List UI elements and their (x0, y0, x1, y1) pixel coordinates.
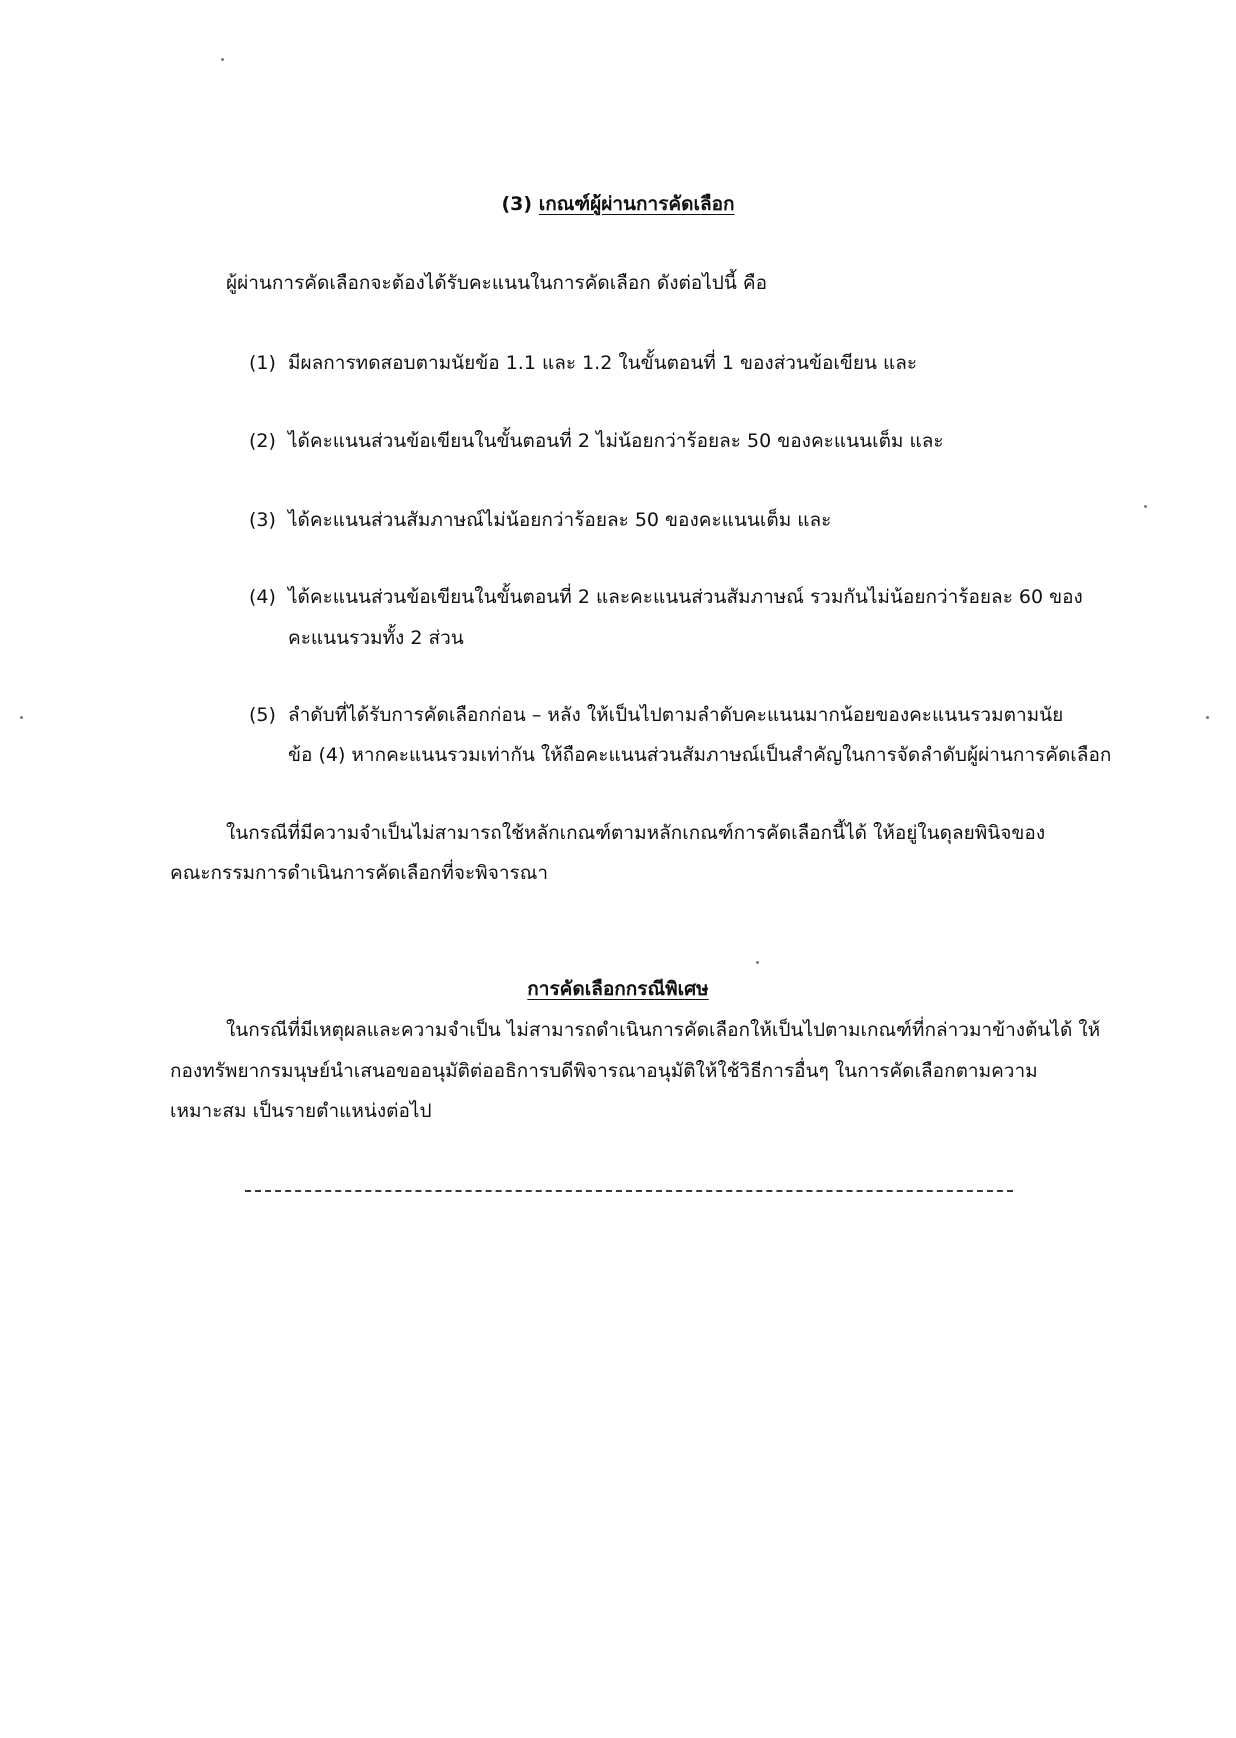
special-case-heading: การคัดเลือกกรณีพิเศษ (527, 978, 709, 1000)
criteria-item-5-text-line-1: ลำดับที่ได้รับการคัดเลือกก่อน – หลัง ให้เป็นไปตามลำดับคะแนนมากน้อยของคะแนนรวมตามนัย (288, 704, 1064, 726)
scan-speck (756, 961, 759, 964)
section-heading-title: เกณฑ์ผู้ผ่านการคัดเลือก (538, 193, 735, 215)
scan-speck (20, 716, 23, 719)
special-case-paragraph-line-3: เหมาะสม เป็นรายตำแหน่งต่อไป (170, 1100, 432, 1122)
item-number: (1) (249, 352, 276, 374)
scan-speck (1206, 716, 1209, 719)
section-heading-number: (3) (501, 193, 533, 215)
item-number: (5) (249, 704, 276, 726)
item-number: (4) (249, 586, 276, 608)
exception-paragraph-line-2: คณะกรรมการดำเนินการคัดเลือกที่จะพิจารณา (170, 862, 549, 884)
criteria-item-3-text: ได้คะแนนส่วนสัมภาษณ์ไม่น้อยกว่าร้อยละ 50 ของคะแนนเต็ม และ (288, 509, 832, 531)
item-number: (2) (249, 430, 276, 452)
dashed-separator (245, 1190, 1013, 1192)
criteria-item-4-text-line-2: คะแนนรวมทั้ง 2 ส่วน (288, 627, 464, 649)
scan-speck (221, 58, 224, 61)
criteria-item-4 (249, 584, 276, 610)
intro-text: ผู้ผ่านการคัดเลือกจะต้องได้รับคะแนนในการคัดเลือก ดังต่อไปนี้ คือ (226, 272, 767, 294)
criteria-item-3 (249, 507, 276, 533)
criteria-item-5-text-line-2: ข้อ (4) หากคะแนนรวมเท่ากัน ให้ถือคะแนนส่วนสัมภาษณ์เป็นสำคัญในการจัดลำดับผู้ผ่านการคัดเลือก (288, 744, 1112, 766)
scan-speck (1144, 505, 1147, 508)
criteria-item-5 (249, 702, 276, 728)
section-heading (0, 191, 1236, 217)
criteria-item-2 (249, 428, 276, 454)
special-case-paragraph-line-2: กองทรัพยากรมนุษย์นำเสนอขออนุมัติต่ออธิการบดีพิจารณาอนุมัติให้ใช้วิธีการอื่นๆ ในการคัดเลือกตามความ (170, 1060, 1038, 1082)
criteria-item-1 (249, 350, 276, 376)
exception-paragraph-line-1: ในกรณีที่มีความจำเป็นไม่สามารถใช้หลักเกณฑ์ตามหลักเกณฑ์การคัดเลือกนี้ได้ ให้อยู่ในดุลยพินิจของ (226, 822, 1046, 844)
special-case-paragraph-line-1: ในกรณีที่มีเหตุผลและความจำเป็น ไม่สามารถดำเนินการคัดเลือกให้เป็นไปตามเกณฑ์ที่กล่าวมาข้างต้นได้ ให้ (226, 1019, 1101, 1041)
criteria-item-4-text-line-1: ได้คะแนนส่วนข้อเขียนในขั้นตอนที่ 2 และคะแนนส่วนสัมภาษณ์ รวมกันไม่น้อยกว่าร้อยละ 60 ของ (288, 586, 1083, 608)
criteria-item-1-text: มีผลการทดสอบตามนัยข้อ 1.1 และ 1.2 ในขั้นตอนที่ 1 ของส่วนข้อเขียน และ (288, 352, 918, 374)
item-number: (3) (249, 509, 276, 531)
criteria-item-2-text: ได้คะแนนส่วนข้อเขียนในขั้นตอนที่ 2 ไม่น้อยกว่าร้อยละ 50 ของคะแนนเต็ม และ (288, 430, 944, 452)
